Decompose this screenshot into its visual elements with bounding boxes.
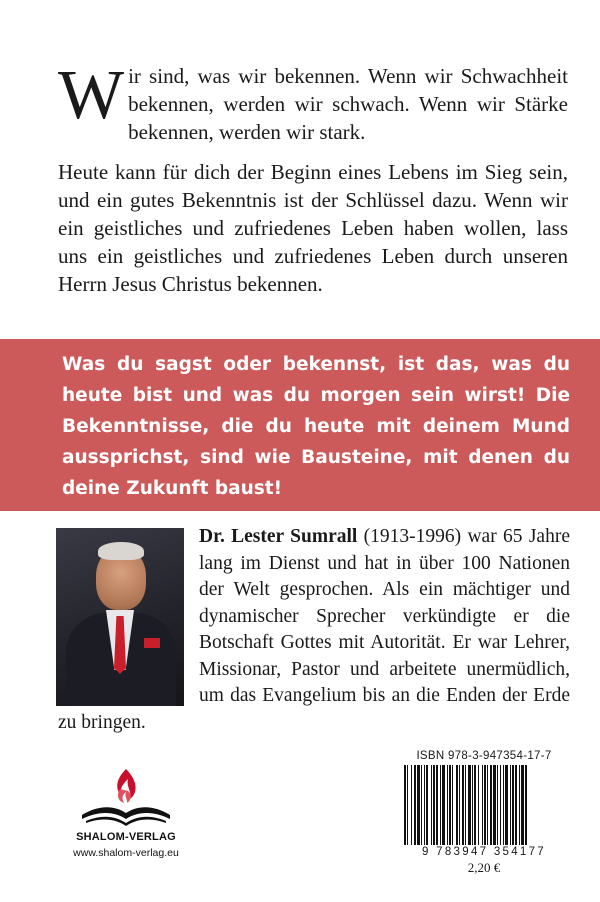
barcode-bar: [468, 765, 471, 845]
barcode-bar: [431, 765, 432, 845]
intro-paragraph-1-text: ir sind, was wir bekennen. Wenn wir Schwachheit bekennen, werden wir schwach. Wenn wir Stärke bekennen, werden wir stark.: [128, 64, 568, 144]
author-name: Dr. Lester Sumrall: [199, 526, 358, 547]
barcode-bar: [500, 765, 501, 845]
bio-text: (1913-1996) war 65 Jahre lang im Dienst und hat in über 100 Nationen der Welt gesprochen. Als ein mächtiger und dynamischer Sprecher verkündigte er die Botschaft Gottes mit Autorität. Er war Lehrer, Missionar, Pastor und arbeitete unermüdlich, um das Evangelium bis an die Enden der Erde zu bringen.: [58, 526, 570, 733]
barcode-bar: [521, 765, 524, 845]
barcode-bar: [424, 765, 425, 845]
barcode-bar: [474, 765, 476, 845]
barcode-bar: [452, 765, 453, 845]
photo-hair: [98, 542, 144, 560]
price-label: 2,20 €: [467, 860, 501, 875]
barcode-bar: [493, 765, 496, 845]
barcode-bar: [472, 765, 473, 845]
publisher-name: SHALOM-VERLAG: [76, 831, 176, 843]
barcode-bar: [497, 765, 498, 845]
barcode-bar: [417, 765, 420, 845]
barcode-icon: [398, 765, 570, 845]
barcode-bar: [484, 765, 486, 845]
barcode-bar: [421, 765, 422, 845]
barcode-bar: [510, 765, 511, 845]
intro-paragraph-1: [58, 57, 568, 146]
barcode-bar: [482, 765, 483, 845]
isbn-label: ISBN 978-3-947354-17-7: [416, 750, 552, 762]
barcode-bar: [459, 765, 460, 845]
publisher-logo: [46, 765, 206, 865]
barcode-bar: [525, 765, 527, 845]
barcode-bar: [442, 765, 445, 845]
barcode-bar: [447, 765, 448, 845]
barcode-bar: [440, 765, 441, 845]
barcode-bar: [503, 765, 504, 845]
barcode-bar: [512, 765, 514, 845]
barcode-bar: [478, 765, 479, 845]
flame-book-icon: [74, 765, 178, 829]
highlight-quote: Was du sagst oder bekennst, ist das, was du heute bist und was du morgen sein wirst! Die Bekenntnisse, die du heute mit deinem Mund aussprichst, sind wie Bausteine, mit denen du deine Zukunft baust!: [62, 354, 570, 499]
author-photo: [56, 528, 184, 706]
barcode-bar: [515, 765, 517, 845]
intro-text: [58, 57, 568, 298]
barcode-bar: [414, 765, 416, 845]
barcode-bar: [449, 765, 451, 845]
barcode-bar: [456, 765, 458, 845]
barcode-bar: [490, 765, 492, 845]
barcode-bar: [407, 765, 408, 845]
barcode-bar: [462, 765, 464, 845]
barcode-digits: 9 783947 354177: [421, 846, 547, 858]
barcode-bar: [433, 765, 435, 845]
photo-pocket-square: [144, 638, 160, 648]
intro-paragraph-2: Heute kann für dich der Beginn eines Lebens im Sieg sein, und ein gutes Bekenntnis ist der Schlüssel dazu. Wenn wir ein geistliches und zufriedenes Leben haben wollen, lass uns ein geistliches und zufriedenes Leben durch unseren Herrn Jesus Christus bekennen.: [58, 160, 568, 296]
drop-cap: W: [58, 57, 125, 134]
barcode-bar: [426, 765, 428, 845]
barcode-bar: [519, 765, 520, 845]
barcode-bar: [411, 765, 412, 845]
barcode-block: [398, 750, 570, 876]
barcode-bar: [404, 765, 406, 845]
barcode-bar: [465, 765, 466, 845]
publisher-url: www.shalom-verlag.eu: [73, 847, 179, 859]
barcode-bar: [436, 765, 438, 845]
barcode-bar: [487, 765, 488, 845]
barcode-bar: [505, 765, 508, 845]
